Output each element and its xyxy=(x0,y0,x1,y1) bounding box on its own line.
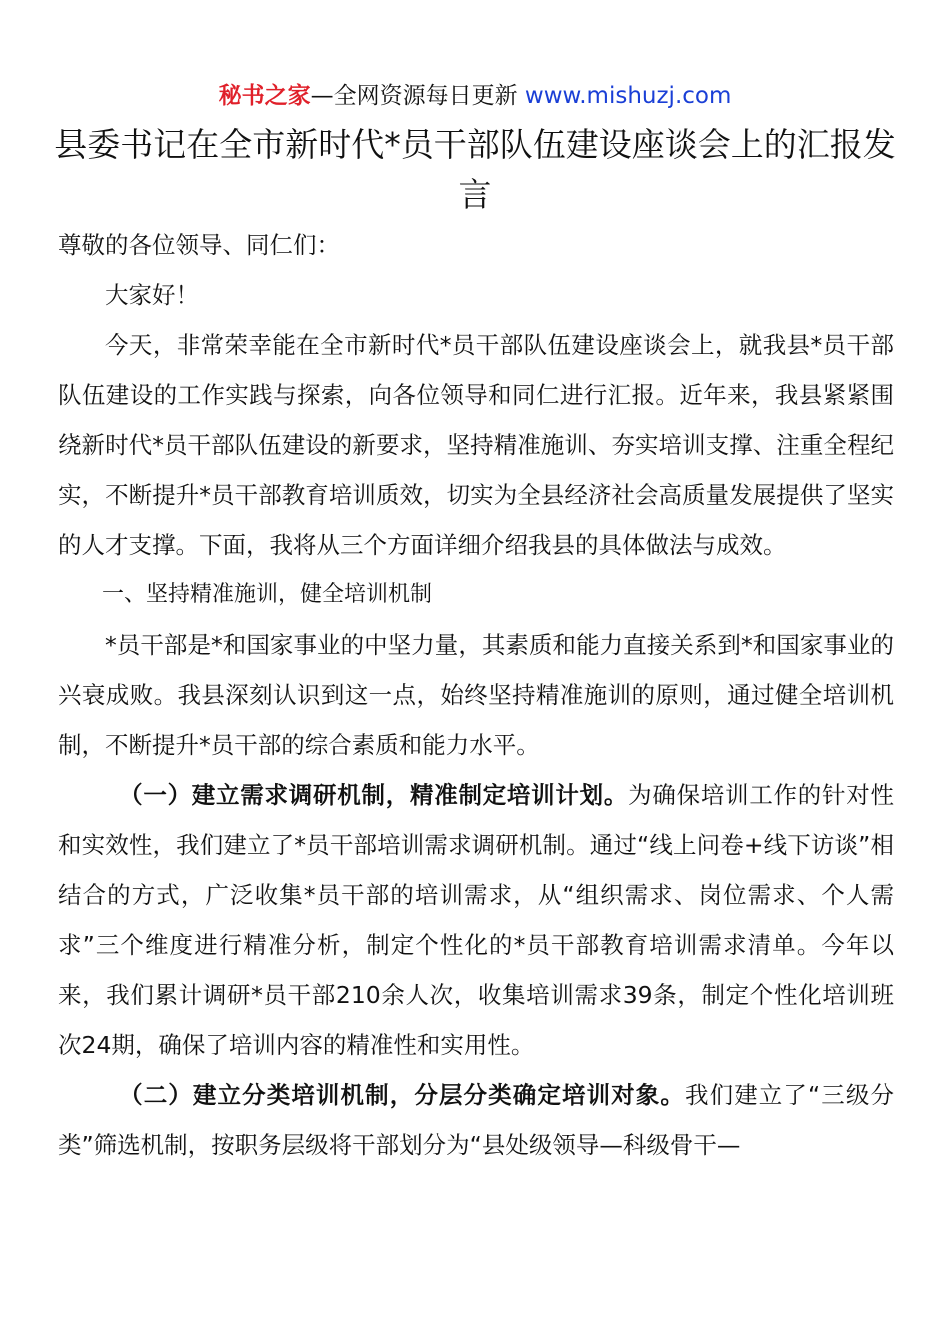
document-title: 县委书记在全市新时代*员干部队伍建设座谈会上的汇报发言 xyxy=(54,125,896,214)
subsection-2-text: 我们建立了“三级分类”筛选机制，按职务层级将干部划分为“县处级领导—科级骨干— xyxy=(58,1081,894,1159)
banner-brand: 秘书之家 xyxy=(218,83,311,109)
subsection-1-paragraph xyxy=(58,770,894,1070)
subsection-1-text: 为确保培训工作的针对性和实效性，我们建立了*员干部培训需求调研机制。通过“线上问卷+线下访谈”相结合的方式，广泛收集*员干部的培训需求，从“组织需求、岗位需求、个人需求”三个维度进行精准分析，制定个性化的*员干部教育培训需求清单。今年以来，我们累计调研*员干部210余人次，收集培训需求39条，制定个性化培训班次24期，确保了培训内容的精准性和实用性。 xyxy=(58,781,895,1059)
salutation: 尊敬的各位领导、同仁们： xyxy=(58,231,340,259)
section-1-paragraph: *员干部是*和国家事业的中坚力量，其素质和能力直接关系到*和国家事业的兴衰成败。我县深刻认识到这一点，始终坚持精准施训的原则，通过健全培训机制，不断提升*员干部的综合素质和能力水平。 xyxy=(58,631,894,759)
site-banner xyxy=(0,80,950,112)
greeting: 大家好！ xyxy=(105,281,199,309)
subsection-2-heading: （二）建立分类培训机制，分层分类确定培训对象。 xyxy=(119,1081,685,1109)
intro-paragraph: 今天，非常荣幸能在全市新时代*员干部队伍建设座谈会上，就我县*员干部队伍建设的工作实践与探索，向各位领导和同仁进行汇报。近年来，我县紧紧围绕新时代*员干部队伍建设的新要求，坚持精准施训、夯实培训支撑、注重全程纪实，不断提升*员干部教育培训质效，切实为全县经济社会高质量发展提供了坚实的人才支撑。下面，我将从三个方面详细介绍我县的具体做法与成效。 xyxy=(58,331,894,559)
banner-url-link[interactable]: www.mishuzj.com xyxy=(524,83,732,109)
banner-tagline: —全网资源每日更新 xyxy=(310,83,525,109)
section-heading-1: 一、坚持精准施训，健全培训机制 xyxy=(102,582,433,607)
subsection-1-heading: （一）建立需求调研机制，精准制定培训计划。 xyxy=(119,781,629,809)
subsection-2-paragraph xyxy=(58,1070,894,1170)
document-body xyxy=(58,220,894,1170)
